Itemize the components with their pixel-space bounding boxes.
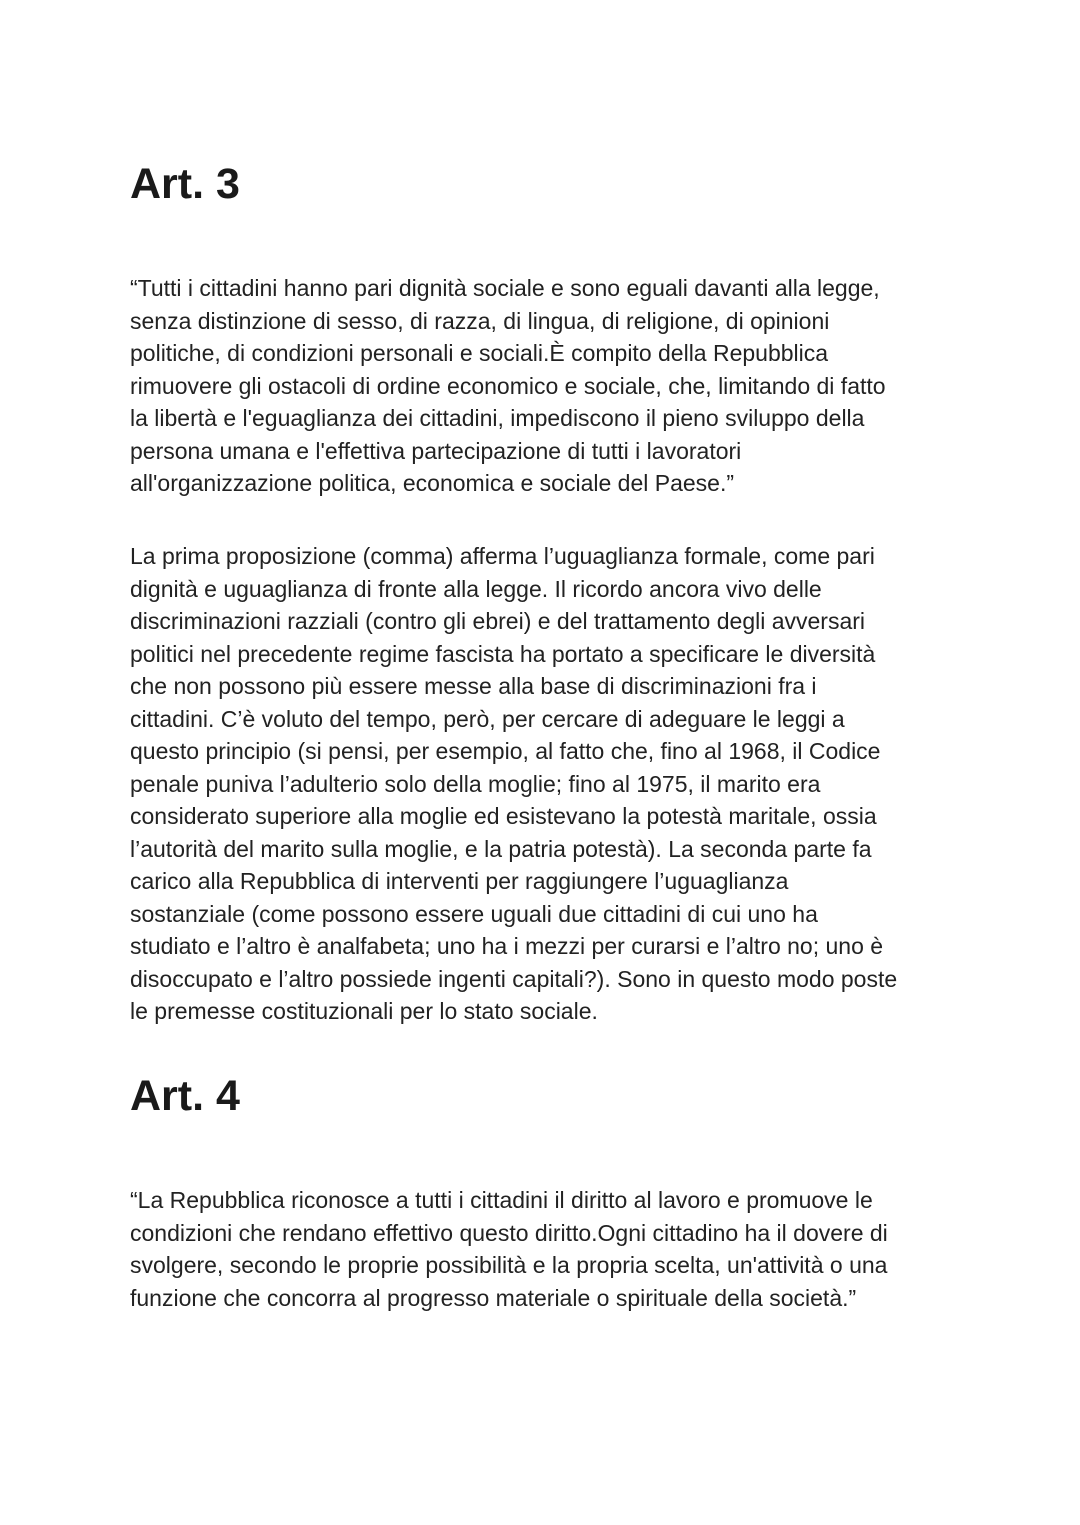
article-4-quote-line: condizioni che rendano effettivo questo diritto.Ogni cittadino ha il dovere di [130, 1219, 888, 1246]
article-3-commentary-line: sostanziale (come possono essere uguali due cittadini di cui uno ha [130, 900, 818, 927]
article-3-commentary-line: questo principio (si pensi, per esempio, al fatto che, fino al 1968, il Codice [130, 738, 881, 764]
article-3-commentary-line: l’autorità del marito sulla moglie, e la patria potestà). La seconda parte fa [130, 835, 872, 862]
article-3-quote-line: rimuovere gli ostacoli di ordine economico e sociale, che, limitando di fatto [130, 372, 886, 399]
article-4-quote-line: funzione che concorra al progresso materiale o spirituale della società.” [130, 1284, 857, 1311]
article-3-commentary-line: La prima proposizione (comma) afferma l’uguaglianza formale, come pari [130, 543, 875, 569]
article-3-quote-line: la libertà e l'eguaglianza dei cittadini, impediscono il pieno sviluppo della [130, 405, 865, 431]
article-3-quote-line: persona umana e l'effettiva partecipazione di tutti i lavoratori [130, 437, 742, 464]
article-4-heading: Art. 4 [130, 1072, 240, 1120]
article-3-quote-line: senza distinzione di sesso, di razza, di lingua, di religione, di opinioni [130, 307, 830, 334]
article-3-commentary-line: penale puniva l’adulterio solo della moglie; fino al 1975, il marito era [130, 770, 821, 797]
article-3-commentary-line: carico alla Repubblica di interventi per raggiungere l’uguaglianza [130, 868, 789, 894]
article-3-commentary-line: considerato superiore alla moglie ed esistevano la potestà maritale, ossia [130, 803, 877, 829]
article-3-commentary-line: le premesse costituzionali per lo stato sociale. [130, 998, 598, 1024]
article-3-commentary-line: cittadini. C’è voluto del tempo, però, per cercare di adeguare le leggi a [130, 705, 845, 732]
article-3-commentary-line: dignità e uguaglianza di fronte alla legge. Il ricordo ancora vivo delle [130, 575, 822, 602]
article-3-commentary-line: politici nel precedente regime fascista ha portato a specificare le diversità [130, 640, 876, 667]
article-3-commentary-line: disoccupato e l’altro possiede ingenti capitali?). Sono in questo modo poste [130, 965, 898, 992]
article-3-heading: Art. 3 [130, 160, 240, 208]
article-4-quote [130, 1184, 960, 1314]
article-3-quote-line: “Tutti i cittadini hanno pari dignità sociale e sono eguali davanti alla legge, [130, 275, 880, 301]
article-3-quote-line: all'organizzazione politica, economica e sociale del Paese.” [130, 470, 735, 496]
article-3-quote [130, 272, 960, 500]
article-3-quote-line: politiche, di condizioni personali e sociali.È compito della Repubblica [130, 340, 829, 366]
article-4-quote-line: svolgere, secondo le proprie possibilità e la propria scelta, un'attività o una [130, 1252, 888, 1278]
article-3-commentary-line: discriminazioni razziali (contro gli ebrei) e del trattamento degli avversari [130, 608, 866, 634]
article-3-commentary [130, 540, 960, 1028]
article-4-quote-line: “La Repubblica riconosce a tutti i cittadini il diritto al lavoro e promuove le [130, 1187, 873, 1213]
article-3-commentary-line: studiato e l’altro è analfabeta; uno ha i mezzi per curarsi e l’altro no; uno è [130, 933, 884, 959]
article-3-commentary-line: che non possono più essere messe alla base di discriminazioni fra i [130, 673, 817, 699]
